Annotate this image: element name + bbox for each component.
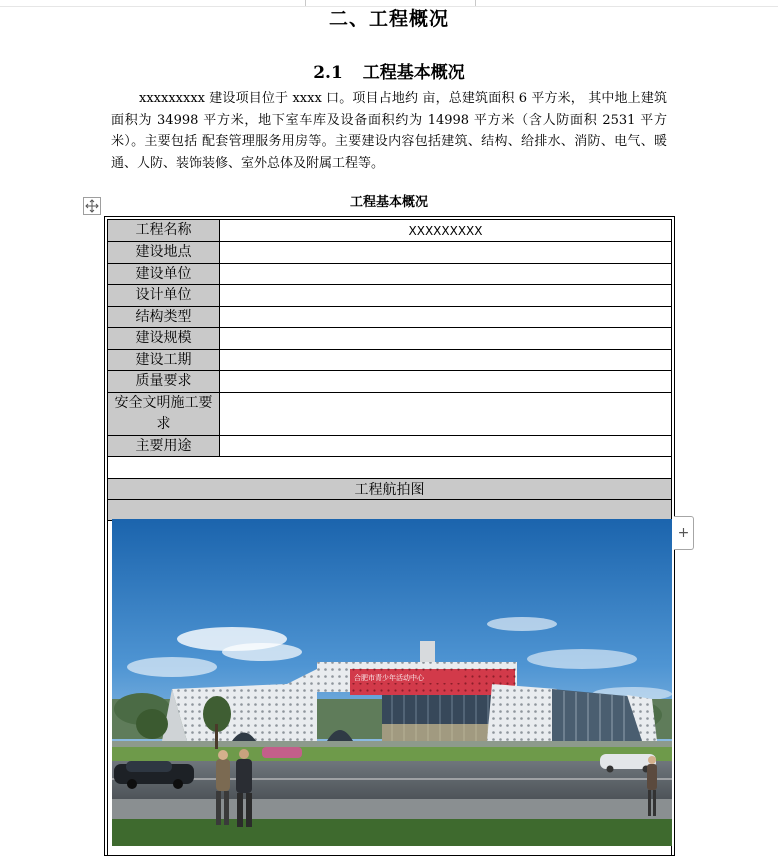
- row-value[interactable]: [220, 307, 671, 327]
- row-value[interactable]: [220, 264, 671, 284]
- row-label: 安全文明施工要求: [108, 393, 220, 435]
- car-pink: [262, 747, 302, 758]
- building-rendering: [112, 519, 672, 846]
- body-paragraph: xxxxxxxxx 建设项目位于 xxxx 口。项目占地约 亩，总建筑面积 6 平方米， 其中地上建筑面积为 34998 平方米，地下室车库及设备面积约为 14998 平方米（含人防面积 2531 平方米）。主要包括 配套管理服务用房等。主要建设内容包括建筑、结构、给排水、消防、电气、暖通、人防、装饰装修、室外总体及附属工程等。: [111, 91, 667, 171]
- row-value[interactable]: [220, 285, 671, 306]
- aerial-photo: [112, 519, 672, 846]
- table-row: [108, 242, 671, 264]
- table-move-handle[interactable]: [83, 197, 101, 215]
- row-label: 结构类型: [108, 307, 220, 327]
- plus-icon: +: [677, 525, 690, 541]
- row-label: 建设工期: [108, 350, 220, 370]
- table-row: [108, 264, 671, 285]
- row-value[interactable]: [220, 371, 671, 392]
- row-label: 质量要求: [108, 371, 220, 392]
- row-label: 设计单位: [108, 285, 220, 306]
- table-add-column-button[interactable]: [674, 516, 694, 550]
- row-value[interactable]: [220, 350, 671, 370]
- photo-header-row: [108, 479, 671, 500]
- row-value[interactable]: [220, 436, 671, 456]
- section-title: 工程基本概况: [362, 63, 465, 83]
- row-label: 工程名称: [108, 220, 220, 241]
- chapter-heading: 二、工程概况: [328, 8, 449, 30]
- table-blank-row: [108, 457, 671, 479]
- table-row: [108, 371, 671, 393]
- table-gray-row: [108, 500, 671, 521]
- row-value[interactable]: [220, 242, 671, 263]
- section-heading: [0, 58, 778, 83]
- table-row: [108, 220, 671, 242]
- table-row: [108, 393, 671, 436]
- move-icon: [85, 199, 99, 213]
- table-row: [108, 307, 671, 328]
- row-label: 主要用途: [108, 436, 220, 456]
- section-number: 2.1: [313, 63, 343, 83]
- row-value[interactable]: [220, 328, 671, 349]
- row-value[interactable]: XXXXXXXXX: [408, 223, 483, 238]
- building-sign-text: 合肥市青少年活动中心: [354, 674, 424, 682]
- row-label: 建设单位: [108, 264, 220, 284]
- table-row: [108, 436, 671, 457]
- photo-header-label: 工程航拍图: [354, 482, 425, 498]
- table-row: [108, 350, 671, 371]
- table-caption: 工程基本概况: [349, 195, 428, 210]
- table-row: [108, 285, 671, 307]
- table-row: [108, 328, 671, 350]
- row-label: 建设规模: [108, 328, 220, 349]
- row-value[interactable]: [220, 393, 671, 435]
- row-label: 建设地点: [108, 242, 220, 263]
